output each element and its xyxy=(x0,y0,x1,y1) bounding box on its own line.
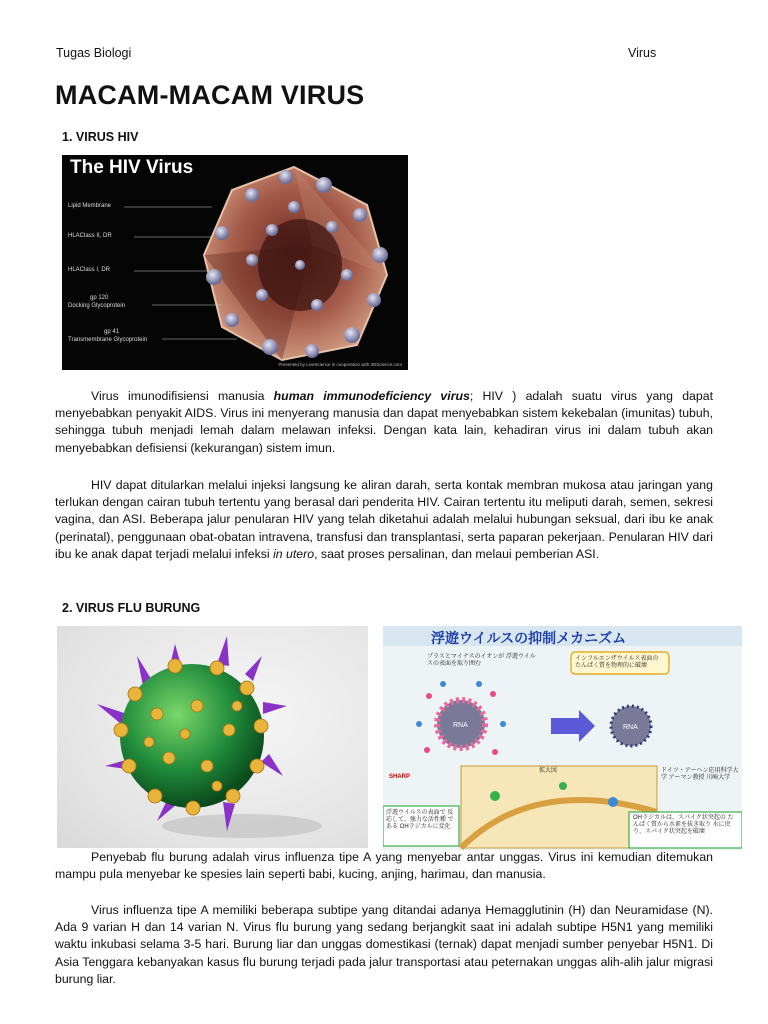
text-span: Penyebab flu burung adalah virus influenza tipe A yang menyebar antar unggas. Virus ini kemudian ditemukan mampu pula menyebar ke spesies lain seperti babi, kucing, anjing, harimau, dan manusia. xyxy=(55,850,713,882)
paragraph-hiv-2 xyxy=(55,477,713,563)
diagram-zoom-label: 拡大図 xyxy=(539,768,558,774)
section-heading-flu-burung: 2. VIRUS FLU BURUNG xyxy=(62,601,201,615)
paragraph-hiv-1 xyxy=(55,388,713,457)
diagram-box-ions: プラスとマイナスのイオンが 浮遊ウイルスの表面を取り囲む xyxy=(427,654,536,667)
flu-mechanism-diagram xyxy=(383,626,742,850)
hiv-credit: Presented by LiveScience in cooperation with 3DScience.com xyxy=(278,362,402,367)
text-span: HIV dapat ditularkan melalui injeksi langsung ke aliran darah, serta kontak membran mukosa atau jaringan yang terlukan dengan cairan tubuh tertentu yang berasal dari penderita HIV. Cairan tertentu itu meliputi darah, semen, sekresi vagina, dan ASI. Beberapa jalur penularan HIV yang telah diketahui adalah melalui hubungan seksual, dari ibu ke anak (perinatal), penggunaan obat-obatan intravena, transfusi dan transplantasi, serta paparan pekerjaan. Penularan HIV dari ibu ke anak dapat terjadi melalui infeksi xyxy=(55,478,713,561)
hiv-label-docking: Docking Glycoprotein xyxy=(68,303,126,309)
paragraph-flu-2 xyxy=(55,902,713,988)
text-span: , saat proses persalinan, dan melaui pemberian ASI. xyxy=(314,546,600,561)
text-span-italic: human immunodeficiency virus xyxy=(273,389,470,403)
header-left: Tugas Biologi xyxy=(56,46,132,60)
hiv-label-lipid: Lipid Membrane xyxy=(68,203,112,209)
text-span: ; HIV ) adalah suatu virus yang dapat menyebabkan penyakit AIDS. Virus ini menyerang manusia dan dapat menyebabkan sistem kekebalan (imunitas) tubuh, sehingga tubuh menjadi lemah dalam melawan infeksi. Dengan kata lain, kehadiran virus ini dalam tubuh akan menyebabkan defisiensi (kekurangan) sistem imun. xyxy=(55,389,713,455)
hiv-label-transmembrane: Transmembrane Glycoprotein xyxy=(68,337,148,343)
hiv-label-hla1: HLAClass I, DR xyxy=(68,267,111,273)
svg-text:RNA: RNA xyxy=(623,724,638,731)
page-title: MACAM-MACAM VIRUS xyxy=(55,80,365,110)
diagram-note-right: OHラジカルは、スパイク状突起の たんぱく質から水素を抜き取り 水に戻り、スパイク状突起を破壊 xyxy=(633,815,734,835)
text-span: Virus influenza tipe A memiliki beberapa subtipe yang ditandai adanya Hemagglutinin (H) dan Neuramidase (N). Ada 9 varian H dan 14 varian N. Virus flu burung yang sedang berjangkit saat ini adalah subtipe H5N1 yang memiliki waktu inkubasi selama 3-5 hari. Burung liar dan unggas domestikasi (ternak) dapat menjadi sumber penyebar H5N1. Di Asia Tenggara kebanyakan kasus flu burung terjadi pada jalur transportasi atau peternakan unggas alih-alih jalur migrasi burung liar. xyxy=(55,903,713,986)
text-span: Virus imunodifisiensi manusia xyxy=(91,389,274,403)
paragraph-flu-1 xyxy=(55,849,713,883)
hiv-label-gp41: gp 41 xyxy=(104,329,120,335)
hiv-figure-title: The HIV Virus xyxy=(70,157,194,178)
svg-text:RNA: RNA xyxy=(453,722,468,729)
diagram-brand-logo: SHARP xyxy=(389,774,411,780)
flu-virus-3d-illustration xyxy=(57,626,368,848)
diagram-note-left: 浮遊ウイルスの表面で 反応して、強力な活性種 である OHラジカルに変化 xyxy=(386,810,454,830)
header-right: Virus xyxy=(628,46,657,60)
diagram-institute: ドイツ・アーヘン応用科学大学 アーマン教授 川崎大学 xyxy=(661,768,739,781)
hiv-virus-image xyxy=(62,155,408,370)
diagram-box-destroy: インフルエンザウイルス表面の たんぱく質を物理的に破壊 xyxy=(575,656,659,669)
text-span-italic: in utero xyxy=(273,546,315,561)
diagram-title: 浮遊ウイルスの抑制メカニズム xyxy=(431,630,627,646)
hiv-label-hla2: HLAClass II, DR xyxy=(68,233,112,239)
section-heading-hiv: 1. VIRUS HIV xyxy=(62,130,139,144)
hiv-label-gp120: gp 120 xyxy=(90,295,109,301)
flu-virus-3d-image xyxy=(57,626,368,848)
